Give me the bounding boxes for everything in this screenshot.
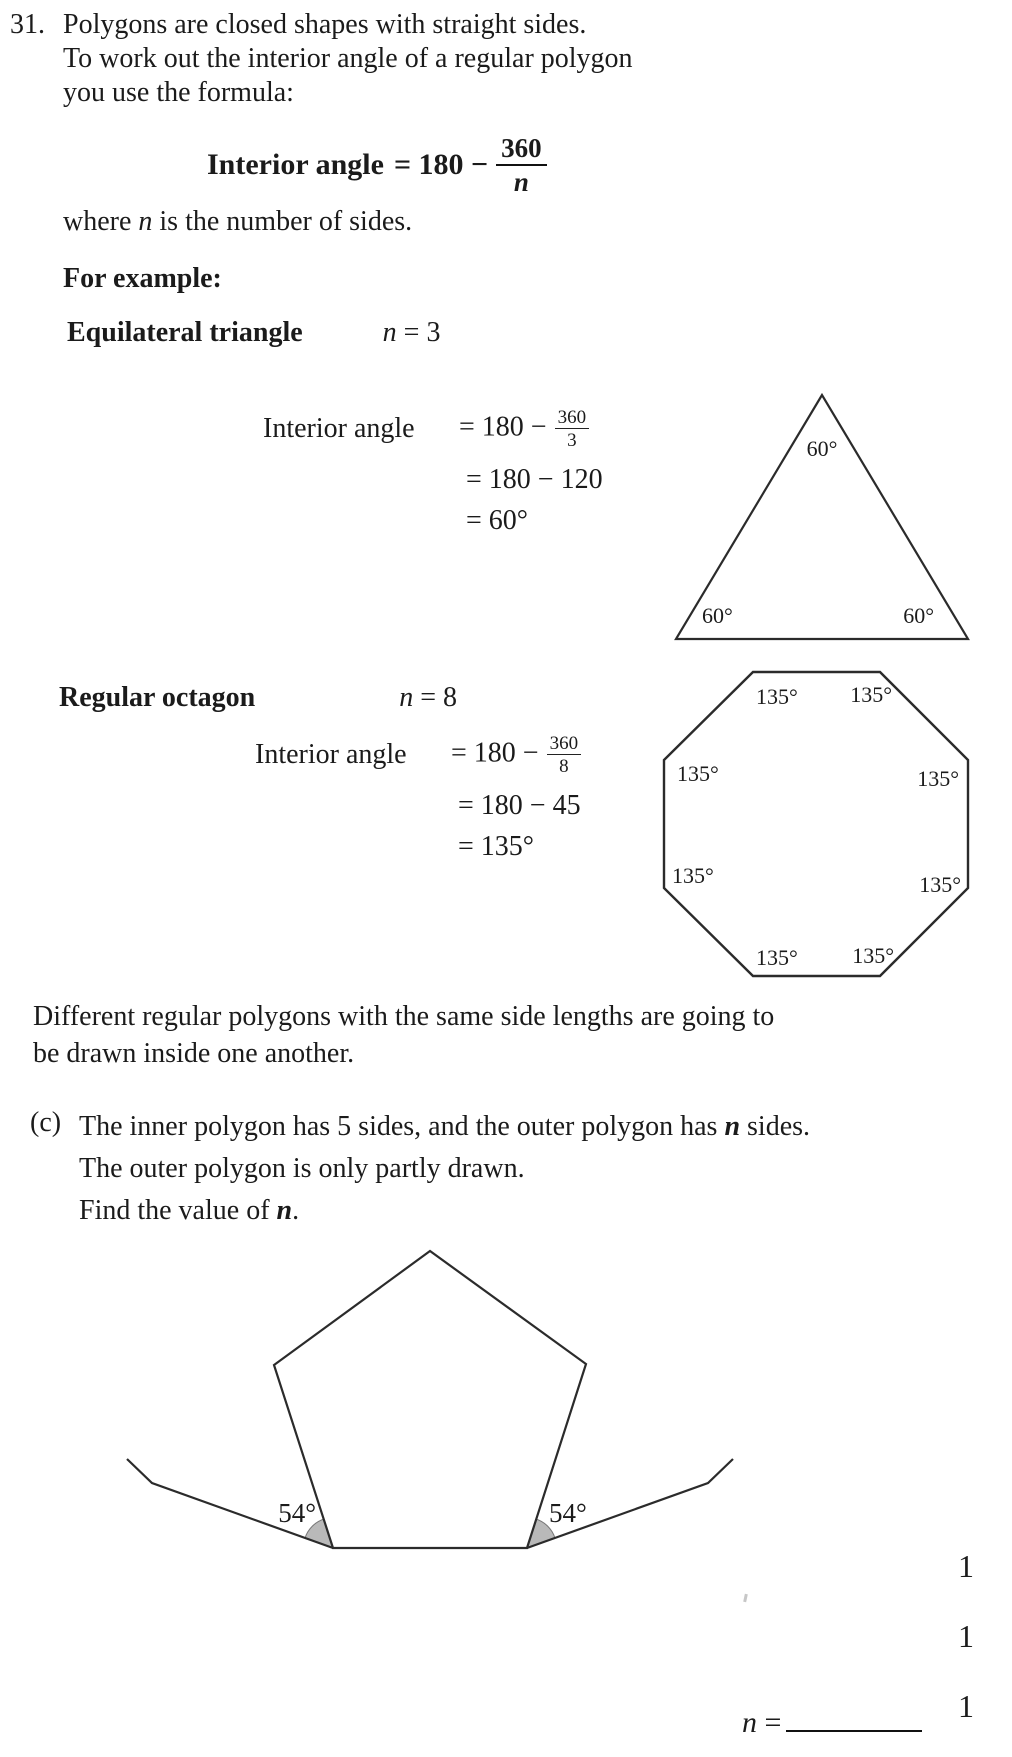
mark-2: 1 <box>958 1618 974 1654</box>
scan-artifact-tick <box>743 1594 748 1602</box>
pentagon-angle-left: 54° <box>278 1498 316 1528</box>
octagon-n-value: = 8 <box>413 682 458 713</box>
octagon-angle-left-bottom: 135° <box>672 863 714 888</box>
triangle-heading-row <box>67 316 440 350</box>
where-var-n: n <box>138 206 153 237</box>
triangle-frac-den: 3 <box>567 430 577 451</box>
octagon-angle-right-top: 135° <box>917 766 959 791</box>
triangle-eq-row-1 <box>263 402 603 456</box>
octagon-angle-bottom-right: 135° <box>852 943 894 968</box>
answer-var-n: n <box>742 1706 757 1739</box>
octagon-eq-rhs-3: = 135° <box>458 831 534 863</box>
octagon-heading: Regular octagon <box>59 682 256 713</box>
triangle-frac-num: 360 <box>555 407 590 429</box>
part-c-line3-pre: Find the value of <box>79 1195 277 1226</box>
octagon-eq-row-3 <box>255 830 581 864</box>
where-pre: where <box>63 206 139 237</box>
middle-paragraph-line-2: be drawn inside one another. <box>33 1038 355 1069</box>
answer-equals: = <box>757 1706 782 1739</box>
part-c-label: (c) <box>30 1107 62 1138</box>
octagon-eq-lhs: Interior angle <box>255 739 407 770</box>
triangle-eq-row-2 <box>263 462 603 496</box>
part-c-text <box>79 1106 810 1232</box>
octagon-eq-rhs-2: = 180 − 45 <box>458 789 581 821</box>
answer-line <box>742 1700 922 1740</box>
octagon-working <box>255 728 581 863</box>
where-post: is the number of sides. <box>152 206 413 237</box>
part-c-line-1 <box>79 1106 810 1148</box>
triangle-heading: Equilateral triangle <box>67 317 303 348</box>
middle-paragraph-line-1: Different regular polygons with the same side lengths are going to <box>33 1001 775 1032</box>
interior-angle-formula <box>207 133 547 197</box>
question-intro <box>63 8 633 110</box>
formula-lhs: Interior angle <box>207 148 384 182</box>
mark-3: 1 <box>958 1688 974 1724</box>
triangle-eq-rhs-2: = 180 − 120 <box>466 463 603 495</box>
pentagon-diagram <box>100 1235 800 1565</box>
for-example-heading: For example: <box>63 263 222 294</box>
pentagon-angle-right: 54° <box>549 1498 587 1528</box>
fraction-denominator: n <box>513 167 529 198</box>
octagon-eq-rhs-1 <box>451 733 581 778</box>
middle-paragraph <box>33 998 774 1072</box>
answer-blank <box>786 1700 922 1732</box>
octagon-heading-row <box>59 681 457 715</box>
octagon-eq-row-1 <box>255 728 581 782</box>
triangle-angle-left: 60° <box>702 603 733 628</box>
octagon-angle-top-left: 135° <box>756 684 798 709</box>
triangle-angle-right: 60° <box>903 603 934 628</box>
question-number: 31. <box>10 9 45 40</box>
pentagon-shape <box>274 1251 586 1548</box>
intro-line-1: Polygons are closed shapes with straight sides. <box>63 9 587 40</box>
triangle-eq-fraction <box>555 407 590 452</box>
octagon-n-var: n <box>399 682 414 713</box>
octagon-shape <box>664 672 968 976</box>
part-c-line3-post: . <box>292 1195 300 1226</box>
octagon-angle-top-right: 135° <box>850 682 892 707</box>
part-c-line3-var-n: n <box>276 1195 293 1226</box>
intro-line-2: To work out the interior angle of a regular polygon <box>63 43 633 74</box>
formula-fraction <box>496 133 547 197</box>
triangle-angle-apex: 60° <box>806 436 838 461</box>
octagon-eq-rhs1-text: = 180 − <box>451 737 539 769</box>
octagon-diagram <box>650 655 990 990</box>
part-c-line1-pre: The inner polygon has 5 sides, and the outer polygon has <box>79 1111 725 1142</box>
mark-1: 1 <box>958 1548 974 1584</box>
octagon-angle-bottom-left: 135° <box>756 945 798 970</box>
octagon-angle-left-top: 135° <box>677 761 719 786</box>
formula-mid: = 180 − <box>393 148 489 182</box>
octagon-eq-row-2 <box>255 788 581 822</box>
triangle-diagram <box>650 380 990 650</box>
octagon-eq-fraction <box>547 733 582 778</box>
fraction-numerator: 360 <box>496 133 547 166</box>
part-c-line1-post: sides. <box>740 1111 811 1142</box>
triangle-eq-row-3 <box>263 504 603 538</box>
octagon-frac-den: 8 <box>559 756 569 777</box>
intro-line-3: you use the formula: <box>63 77 294 108</box>
triangle-n-value: = 3 <box>396 317 441 348</box>
triangle-eq-rhs-3: = 60° <box>466 505 528 537</box>
triangle-eq-rhs-1 <box>459 407 589 452</box>
triangle-n-var: n <box>382 317 397 348</box>
triangle-eq-lhs: Interior angle <box>263 413 415 444</box>
part-c-line1-var-n: n <box>724 1111 741 1142</box>
part-c-line-2: The outer polygon is only partly drawn. <box>79 1153 525 1184</box>
where-line <box>63 205 412 239</box>
octagon-angle-right-bottom: 135° <box>919 872 961 897</box>
part-c-line-3 <box>79 1190 810 1232</box>
triangle-working <box>263 402 603 537</box>
triangle-eq-rhs1-text: = 180 − <box>459 411 547 443</box>
octagon-frac-num: 360 <box>547 733 582 755</box>
